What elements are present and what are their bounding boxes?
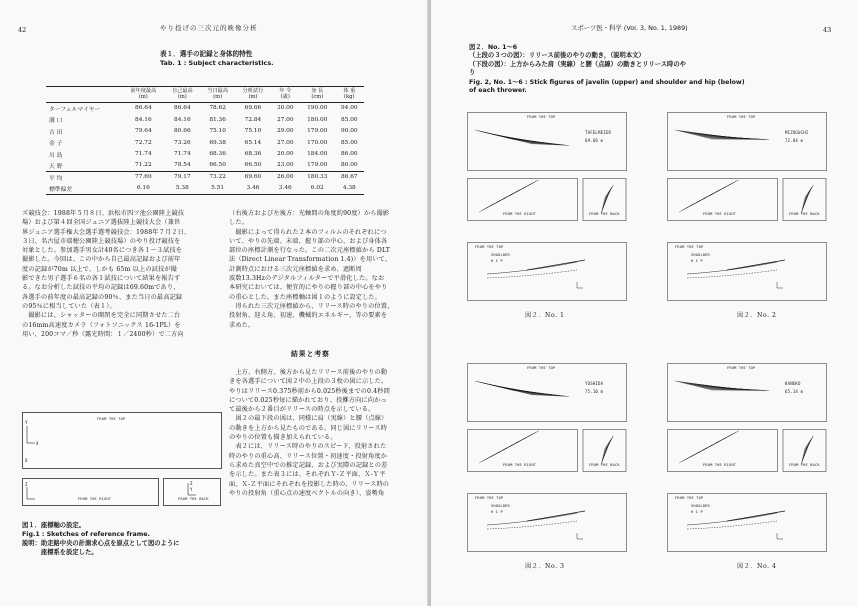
fig1-caption-note: 説明：助走路中央の計測求心点を原点として図のように 座標系を設定した。 [22, 540, 180, 556]
panel-label: 図２．No. 4 [737, 563, 777, 570]
table-cell: 6.02 [300, 183, 335, 195]
javelin-right-view [479, 180, 539, 212]
view-label-top: FROM THE TOP [675, 496, 704, 500]
javelin-stick-figure [467, 363, 627, 583]
left-page-number: 42 [18, 26, 27, 34]
throw-distance: 75.10 m [585, 389, 604, 394]
table-row [46, 125, 364, 137]
legend-shoulder: SHOULDER [691, 253, 710, 257]
svg-text:Y: Y [25, 420, 28, 425]
table-cell: 71.74 [174, 151, 191, 158]
column-header: 年 令 (歳) [271, 87, 300, 103]
table-cell: 5.51 [200, 183, 235, 195]
fig2-panel [667, 363, 827, 583]
panel-label: 図２．No. 2 [737, 312, 777, 319]
body-text-col1: ズ競技会：1988年５月８日、浜松市四ツ池公園陸上競技 場）および第４回全国ジュニア選抜陸上競技大会（兼世 界ジュニア選手権大会選手選考競技会：1988年７月２日、 ３日、名古屋市瑞穂公園陸上競技場）のやり投げ競技を 対象とした。参加選手男女計40名につき各１～３試技を 撮影した。今回は、この中から自己最高記録および前年 度の記録が70m 以上で、しかも 65m 以上の試技が撮 影できた男子選手６名の各１試技について結果を報告す る。なお分析した試技の平均の記録は69.60mであり、 各選手の前年度の最高記録の90％、また当日の最高記録 の95％に相当していた（表１）。 撮影には、シャッターの開閉を完全に同期させた二台 の16mm高速度カメラ（フォトソニックス 16-1PL）を 用い、200コマ／秒（露光時間：１／2400秒）で二方向 [22, 210, 191, 338]
view-label-back: FROM THE BACK [789, 212, 820, 216]
table-cell: 26.00 [271, 171, 300, 183]
fig2-panel [667, 112, 827, 332]
athlete-name: ターフェルマイヤー [49, 106, 101, 113]
table-cell: 3.46 [271, 183, 300, 195]
frame-label-back: FROM THE BACK [178, 497, 209, 501]
table-header-row [46, 87, 364, 103]
table-cell: 66.50 [209, 162, 226, 169]
table-cell: 73.22 [200, 171, 235, 183]
javelin-back-view [601, 185, 614, 214]
view-label-back: FROM THE BACK [589, 212, 620, 216]
table-cell: 184.00 [307, 151, 328, 158]
table-cell: 86.67 [335, 171, 364, 183]
frame-label-top: FROM THE TOP [97, 417, 126, 421]
body-text-col2: （右後方および左後方：光軸間の角度約90度）から撮影 した。 撮影によって得られた２本のフィルムのそれぞれにつ いて、やりの先端、末端、握り部の中心、および身体各 部位の座標計測を行なった。この二次元座標値から DLT 法（Direct Linear Transformation 1.4)）を用いて、 計測時点における三次元座標値を求め、遮断周 波数13.3Hzのデジタルフィルターで平滑化した。なお 本研究においては、便宜的にやりの握り部の中心をやり の重心とした。また座標軸は図１のように設定した。 得られた三次元座標値から、リリース時のやりの位置、 投射角、迎え角、初速、機械的エネルギー、等の要素を 求めた。 [229, 210, 394, 329]
table-cell: 80.66 [174, 128, 191, 135]
table-cell: 86.00 [340, 151, 358, 158]
table-cell: 6.16 [122, 183, 165, 195]
panel-label: 図２．No. 3 [525, 563, 565, 570]
right-running-head: スポーツ医・科学 (Vol. 3, No. 1, 1989) [571, 24, 688, 32]
right-page [431, 0, 858, 606]
fig2-panel [467, 112, 627, 332]
table-cell: 68.36 [244, 151, 262, 158]
table-cell: 4.38 [335, 183, 364, 195]
frame-label-right: FROM THE RIGHT [78, 497, 112, 501]
table-row [46, 148, 364, 160]
table-cell: 180.33 [300, 171, 335, 183]
thrower-name: YOSHIDA [585, 381, 604, 386]
javelin-back-view [601, 436, 614, 465]
legend-shoulder: SHOULDER [491, 504, 510, 508]
svg-text:X: X [25, 458, 28, 463]
javelin-right-view [479, 431, 539, 463]
view-label-right: FROM THE RIGHT [703, 463, 737, 467]
view-label-back: FROM THE BACK [789, 463, 820, 467]
table-cell: 75.10 [209, 128, 226, 135]
table-cell: 72.84 [244, 116, 262, 123]
table-cell: 180.00 [307, 116, 328, 123]
view-label-top: FROM THE TOP [675, 245, 704, 249]
legend-hip: H I P [691, 510, 703, 514]
table-cell: 85.00 [340, 116, 358, 123]
fig2-caption-en: Fig. 2, No. 1～6 : Stick figures of javelin (upper) and shoulder and hip (below) of each thrower. [469, 79, 745, 95]
view-label-top: FROM THE TOP [727, 366, 756, 370]
javelin-back-view [801, 185, 814, 214]
table-cell: 79.17 [165, 171, 200, 183]
body-text-col2b: 上方、右側方、後方から見たリリース前後のやりの動 きを各選手について図２中の上段の３枚の図に示した。 やりはリリース0.375秒前から0.025秒後までの0.4秒間 について0.025秒毎に描かれており、投擲方向に向かっ て最後から２番目がリリースの時点を示している。 図２の最下段の図は、同様に肩（実線）と腰（点線） の動きを上方から見たものである。同じ図にリリース時 のやりの位置も描き加えられている。 表２には、リリース時のやりのスピード、投射された 時のやりの重心高、リリース位置・初速度・投射角度か ら求めた真空中での推定記録、および実際の記録との差 を示した。また表３には、それぞれＹ-Ｚ平面、Ｘ-Ｙ平 面、Ｘ-Ｚ平面にそれぞれを投影した時の、リリース時の やりの投射角（重心点の速度ベクトルの向き）、姿勢角 [229, 369, 390, 497]
table1-title-ja: 表１．選手の記録と身体的特性 [160, 50, 253, 58]
table-cell: 179.00 [307, 128, 328, 135]
table-cell: 69.66 [244, 105, 262, 112]
table-cell: 170.00 [307, 139, 328, 146]
table-cell: 20.00 [276, 151, 294, 158]
throw-distance: 65.14 m [785, 389, 804, 394]
javelin-top-view [475, 130, 569, 146]
javelin-stick-figure [467, 112, 627, 332]
view-label-top: FROM THE TOP [527, 366, 556, 370]
table-cell: 79.64 [135, 128, 152, 135]
table-cell: 30.00 [276, 105, 294, 112]
table-cell: 179.00 [307, 162, 328, 169]
throw-distance: 72.84 m [785, 138, 804, 143]
table-cell: 75.10 [244, 128, 262, 135]
table-cell: 86.64 [135, 105, 152, 112]
shoulder-hip-trace [487, 260, 585, 288]
table1-title-en: Tab. 1 : Subject characteristics. [160, 59, 274, 67]
table-row [46, 137, 364, 149]
fig2-panel [467, 363, 627, 583]
table-cell: 65.14 [244, 139, 262, 146]
fig1-caption-en: Fig.1 : Sketches of reference frame. [22, 531, 150, 538]
legend-hip: H I P [691, 259, 703, 263]
table-row [46, 102, 364, 114]
shoulder-hip-trace [487, 511, 585, 539]
table-row [46, 183, 364, 195]
table-cell: 3.46 [235, 183, 270, 195]
view-label-top: FROM THE TOP [475, 496, 504, 500]
axis-icon [164, 479, 222, 507]
athlete-name: 川 島 [49, 152, 63, 159]
table-cell: 68.36 [209, 151, 226, 158]
table-cell: 85.00 [340, 139, 358, 146]
table-row [46, 160, 364, 172]
view-label-right: FROM THE RIGHT [503, 463, 537, 467]
right-page-number: 43 [823, 26, 832, 34]
javelin-stick-figure [667, 363, 827, 583]
fig2-caption-ja: 図２．No. 1～6 （上段の３つの図）：リリース前後のやりの動き，（説明本文） （下段の図）：上方からみた肩（実線）と腰（点線）の動きとリリース時のや り [469, 44, 686, 76]
axis-icon [23, 413, 223, 470]
table-cell: 66.50 [244, 162, 262, 169]
table-row [46, 171, 364, 183]
section-title: 結果と考察 [291, 350, 330, 358]
axis-icon [23, 479, 160, 507]
column-header: 体 重 (kg) [335, 87, 364, 103]
shoulder-hip-trace [687, 260, 785, 288]
view-label-right: FROM THE RIGHT [503, 212, 537, 216]
athlete-name: 天 野 [49, 163, 63, 170]
javelin-top-view [475, 381, 569, 397]
table-cell: 90.00 [340, 128, 358, 135]
legend-hip: H I P [491, 510, 503, 514]
table-cell: 27.00 [276, 139, 294, 146]
table-cell: 71.74 [135, 151, 152, 158]
table-cell: 69.38 [209, 139, 226, 146]
javelin-right-view [679, 431, 739, 463]
view-label-right: FROM THE RIGHT [703, 212, 737, 216]
javelin-stick-figure [667, 112, 827, 332]
table-cell: 5.38 [165, 183, 200, 195]
table-cell: 77.69 [122, 171, 165, 183]
legend-shoulder: SHOULDER [691, 504, 710, 508]
javelin-back-view [801, 436, 814, 465]
svg-text:Z: Z [190, 481, 193, 486]
legend-shoulder: SHOULDER [491, 253, 510, 257]
table-cell: 78.54 [174, 162, 191, 169]
svg-text:Y: Y [190, 487, 193, 492]
table-cell: 94.00 [340, 105, 358, 112]
column-header: 自己最高 (m) [165, 87, 200, 103]
frame-right-view [22, 478, 159, 506]
column-header: 前年度最高 (m) [122, 87, 165, 103]
javelin-top-view [675, 381, 769, 391]
column-header: 当日最高 (m) [200, 87, 235, 103]
frame-back-view [163, 478, 221, 506]
table-cell: 71.22 [135, 162, 152, 169]
athlete-name: 溝 口 [49, 118, 63, 125]
table-cell: 27.00 [276, 116, 294, 123]
throw-distance: 69.66 m [585, 138, 604, 143]
table-cell: 29.00 [276, 128, 294, 135]
column-header: 身 長 (cm) [300, 87, 335, 103]
table-cell: 81.36 [209, 116, 226, 123]
shoulder-hip-trace [687, 511, 785, 539]
legend-hip: H I P [491, 259, 503, 263]
table-cell: 80.00 [340, 162, 358, 169]
subject-table [46, 86, 364, 195]
table-cell: 72.72 [135, 139, 152, 146]
javelin-top-view [675, 130, 769, 140]
table-cell: 84.16 [174, 116, 191, 123]
table-cell: 23.00 [276, 162, 294, 169]
column-header: 分析試行 (m) [235, 87, 270, 103]
thrower-name: MIZOGUCHI [785, 130, 809, 135]
view-label-back: FROM THE BACK [589, 463, 620, 467]
view-label-top: FROM THE TOP [527, 115, 556, 119]
left-running-head: やり投げの三次元的映像分析 [160, 24, 258, 32]
table-cell: 84.16 [135, 116, 152, 123]
panel-label: 図２．No. 1 [525, 312, 565, 319]
view-label-top: FROM THE TOP [727, 115, 756, 119]
fig1-caption-ja: 図１．座標軸の設定。 [22, 522, 85, 529]
athlete-name: 吉 田 [49, 129, 63, 136]
javelin-right-view [679, 180, 739, 212]
view-label-top: FROM THE TOP [475, 245, 504, 249]
table-cell: 73.26 [174, 139, 191, 146]
table-row [46, 114, 364, 126]
table-cell: 69.60 [235, 171, 270, 183]
athlete-name: 平 均 [46, 171, 122, 183]
table-cell: 86.64 [174, 105, 191, 112]
table-cell: 78.62 [209, 105, 226, 112]
table-cell: 190.00 [307, 105, 328, 112]
frame-top-view [22, 412, 222, 469]
athlete-name: 金 子 [49, 141, 63, 148]
svg-text:X: X [36, 441, 39, 446]
svg-text:Z: Z [25, 482, 28, 487]
thrower-name: TAFELMEIER [585, 130, 612, 135]
athlete-name: 標準偏差 [46, 183, 122, 195]
thrower-name: KANEKO [785, 381, 801, 386]
